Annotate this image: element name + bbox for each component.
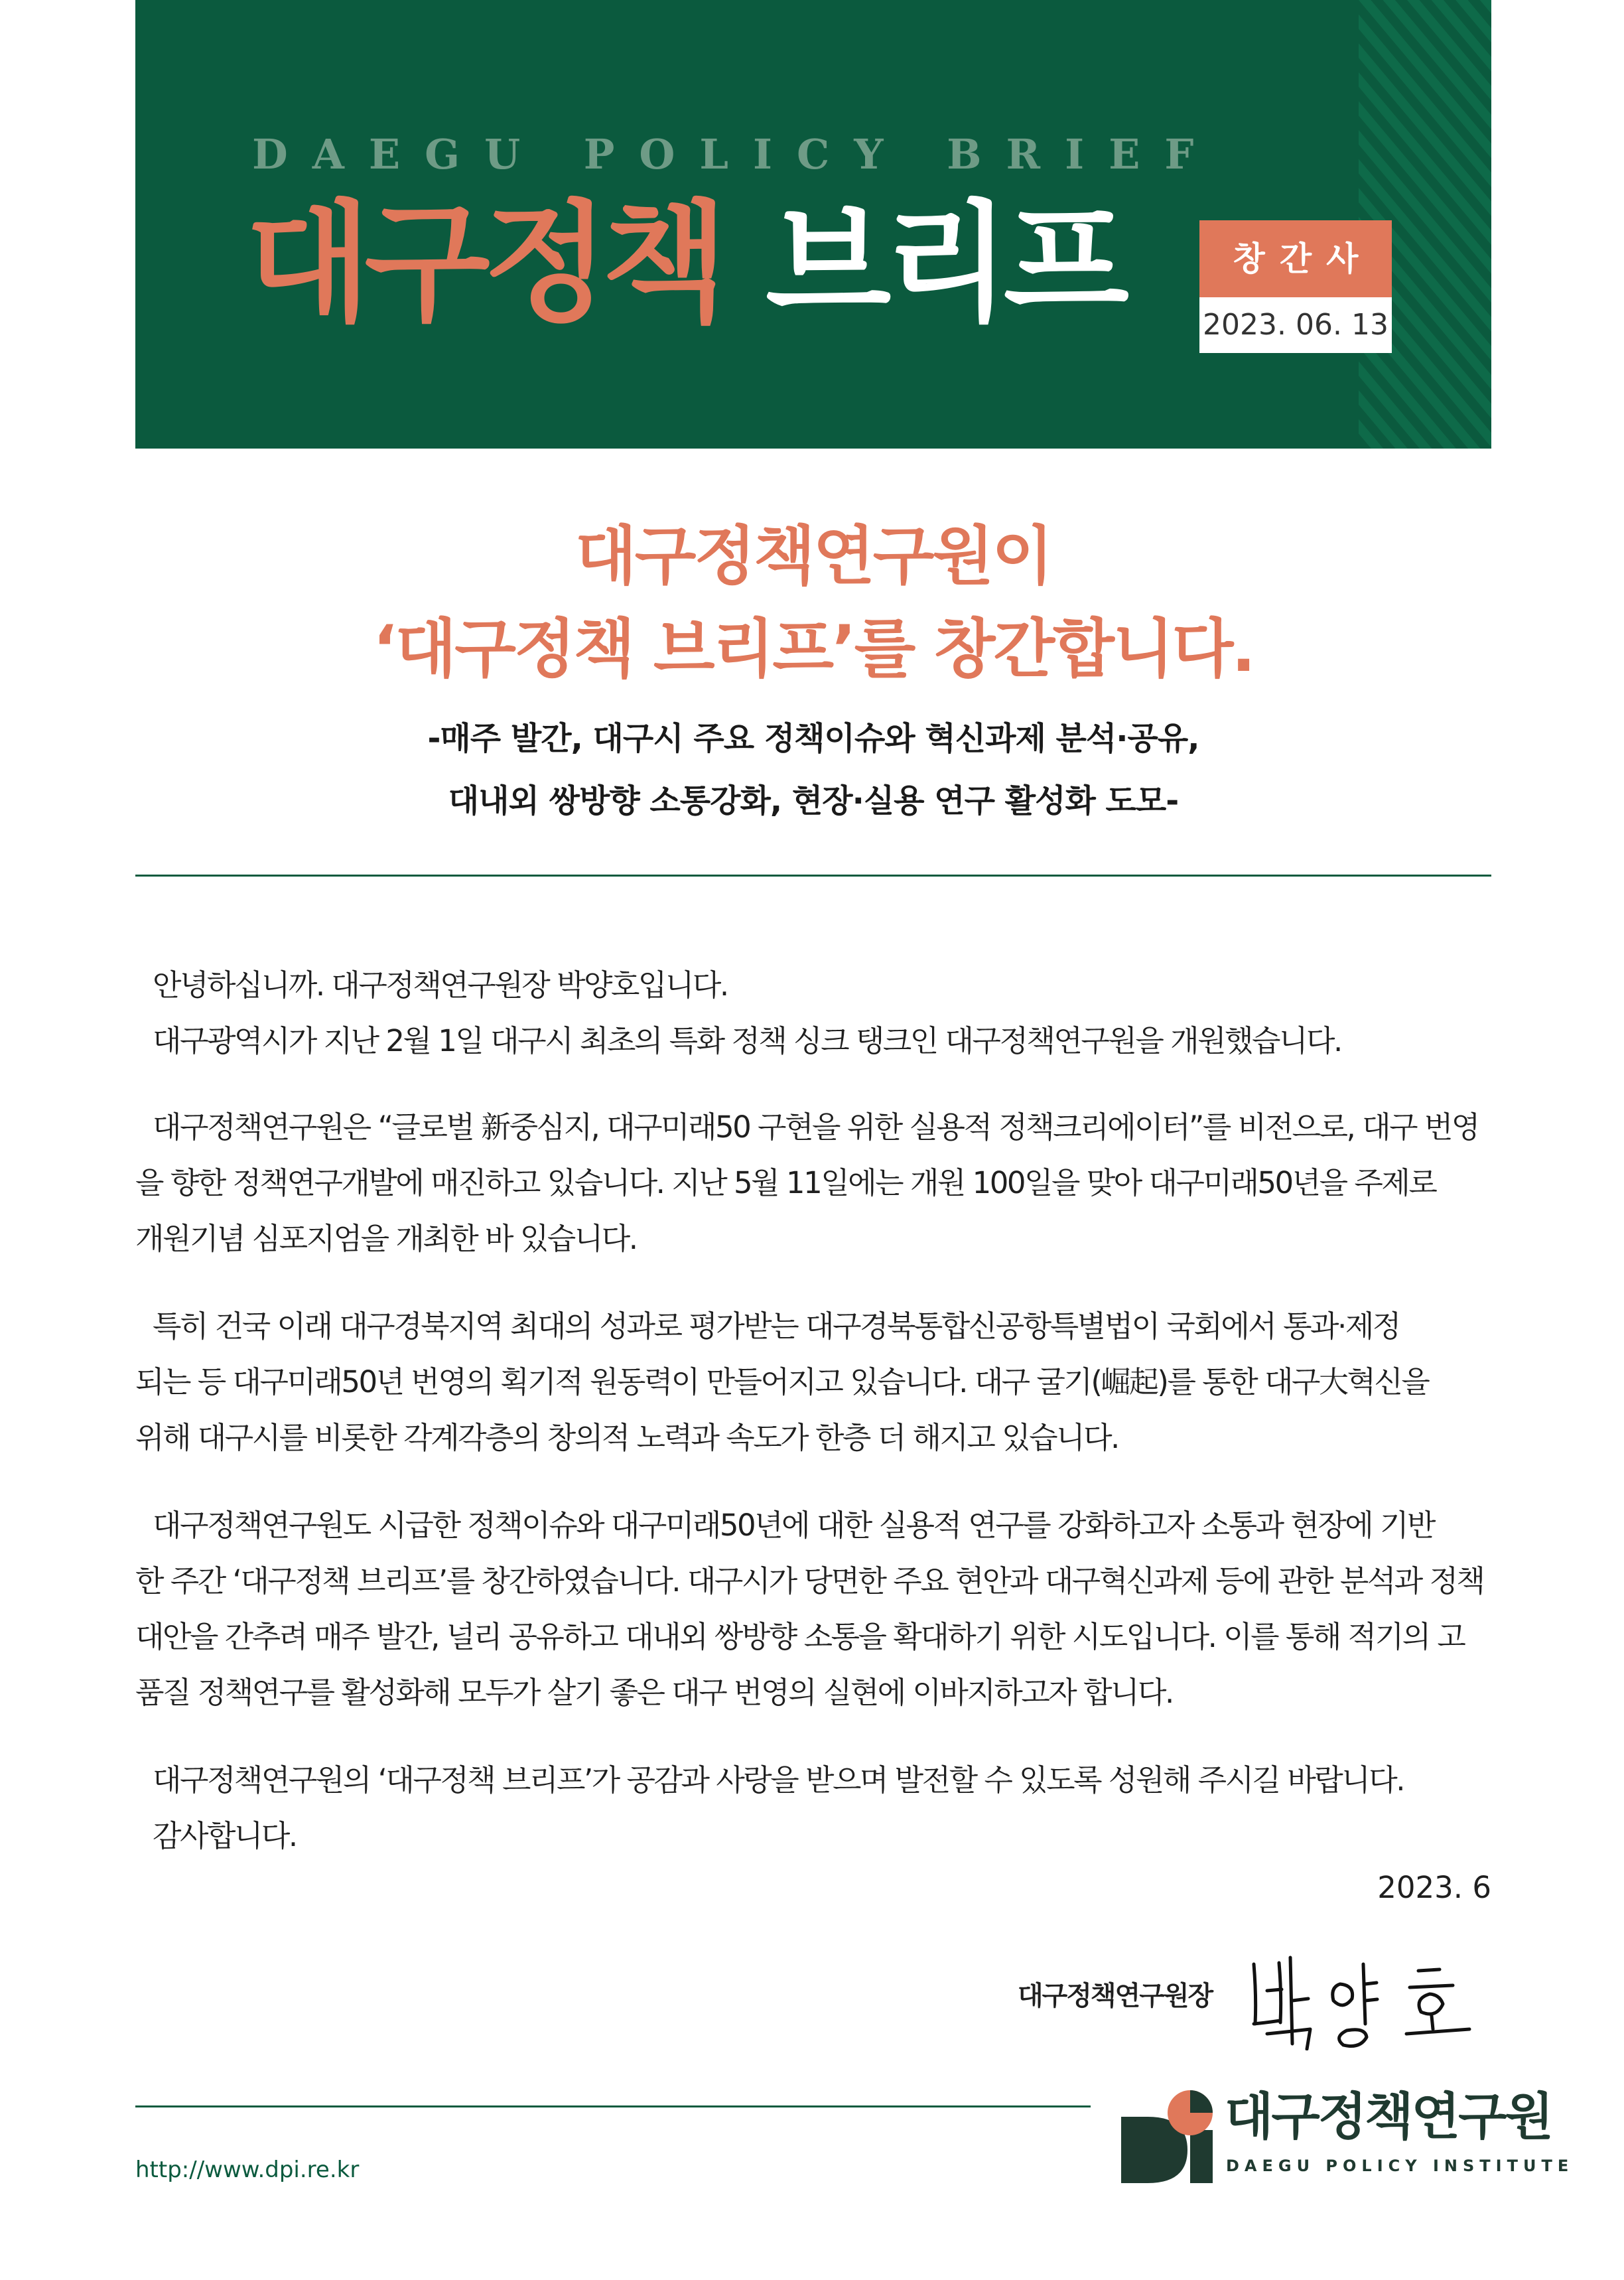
body-line: 위해 대구시를 비롯한 각계각층의 창의적 노력과 속도가 한층 더 해지고 있습니다. xyxy=(135,1420,1118,1455)
handwritten-signature xyxy=(1241,1938,1493,2050)
body-line: 한 주간 ‘대구정책 브리프’를 창간하였습니다. 대구시가 당면한 주요 현안과 대구혁신과제 등에 관한 분석과 정책 xyxy=(135,1563,1484,1599)
body-line: 대안을 간추려 매주 발간, 널리 공유하고 대내외 쌍방향 소통을 확대하기 위한 시도입니다. 이를 통해 적기의 고 xyxy=(135,1619,1465,1654)
subheadline-line-2: 대내외 쌍방향 소통강화, 현장·실용 연구 활성화 도모- xyxy=(448,782,1179,819)
body-line: 대구정책연구원은 “글로벌 新중심지, 대구미래50 구현을 위한 실용적 정책크리에이터”를 비전으로, 대구 번영 xyxy=(153,1109,1479,1145)
website-link[interactable]: http://www.dpi.re.kr xyxy=(135,2157,360,2183)
institute-logo-english: DAEGU POLICY INSTITUTE xyxy=(1226,2157,1574,2175)
subheadline-line-1: -매주 발간, 대구시 주요 정책이슈와 혁신과제 분석·공유, xyxy=(427,720,1199,757)
body-line: 대구정책연구원의 ‘대구정책 브리프’가 공감과 사랑을 받으며 발전할 수 있도록 성원해 주시길 바랍니다. xyxy=(153,1762,1404,1798)
section-divider xyxy=(135,875,1491,877)
body-line: 되는 등 대구미래50년 번영의 획기적 원동력이 만들어지고 있습니다. 대구 굴기(崛起)를 통한 대구大혁신을 xyxy=(135,1364,1429,1399)
body-line: 감사합니다. xyxy=(153,1818,297,1853)
brief-eyebrow: DAEGU POLICY BRIEF xyxy=(252,130,1219,178)
signer-title: 대구정책연구원장 xyxy=(1018,1981,1213,2011)
issue-badge: 창간사 xyxy=(1199,220,1392,297)
body-line: 대구광역시가 지난 2월 1일 대구시 최초의 특화 정책 싱크 탱크인 대구정책연구원을 개원했습니다. xyxy=(153,1023,1341,1058)
body-line: 개원기념 심포지엄을 개최한 바 있습니다. xyxy=(135,1221,637,1256)
letter-date: 2023. 6 xyxy=(1377,1870,1491,1905)
headline-line-2: ‘대구정책 브리프’를 창간합니다. xyxy=(373,612,1254,686)
body-line: 안녕하십니까. 대구정책연구원장 박양호입니다. xyxy=(153,967,728,1003)
body-line: 대구정책연구원도 시급한 정책이슈와 대구미래50년에 대한 실용적 연구를 강화하고자 소통과 현장에 기반 xyxy=(153,1508,1435,1543)
brief-title-accent: 대구정책 xyxy=(245,188,722,340)
institute-logo-text: 대구정책연구원 xyxy=(1225,2087,1552,2146)
footer-divider xyxy=(135,2105,1091,2107)
body-line: 특히 건국 이래 대구경북지역 최대의 성과로 평가받는 대구경북통합신공항특별법이 국회에서 통과·제정 xyxy=(153,1309,1400,1344)
body-line: 품질 정책연구를 활성화해 모두가 살기 좋은 대구 번영의 실현에 이바지하고자 합니다. xyxy=(135,1675,1173,1710)
headline-line-1: 대구정책연구원이 xyxy=(575,519,1051,593)
body-line: 을 향한 정책연구개발에 매진하고 있습니다. 지난 5월 11일에는 개원 100일을 맞아 대구미래50년을 주제로 xyxy=(135,1165,1436,1200)
brief-title: 브리프 xyxy=(766,188,1123,340)
institute-logo-icon xyxy=(1121,2090,1214,2183)
issue-date: 2023. 06. 13 xyxy=(1199,297,1392,353)
header-banner xyxy=(135,0,1491,449)
